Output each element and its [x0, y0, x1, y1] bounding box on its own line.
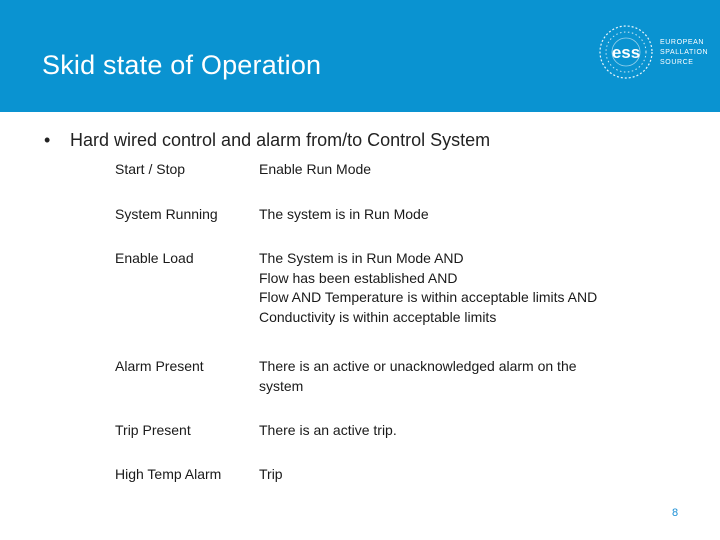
description-line: Trip: [259, 466, 283, 482]
logo-line: SPALLATION: [660, 49, 709, 56]
bullet-item: [44, 130, 490, 151]
logo-wordmark: [660, 38, 708, 68]
signal-label: Enable Load: [115, 250, 194, 266]
signal-description: [259, 160, 669, 180]
logo-line: SOURCE: [660, 59, 694, 66]
signal-description: [259, 421, 669, 441]
bullet-text: Hard wired control and alarm from/to Control System: [70, 130, 491, 150]
description-line: The System is in Run Mode AND: [259, 250, 464, 266]
description-line: system: [259, 377, 304, 394]
description-line: There is an active trip.: [259, 422, 397, 438]
description-line: Flow AND Temperature is within acceptable limits AND: [259, 289, 598, 305]
logo-mark: ess: [611, 43, 641, 62]
description-line: There is an active or unacknowledged alarm on the: [259, 358, 577, 374]
signal-description: [259, 465, 669, 485]
signal-label: High Temp Alarm: [115, 466, 222, 482]
signal-description: [259, 205, 669, 225]
page-number: 8: [671, 507, 679, 519]
description-line: Flow has been established AND: [259, 269, 458, 286]
ess-logo-icon: [596, 24, 660, 84]
description-line: Conductivity is within acceptable limits: [259, 308, 497, 325]
signal-description: [259, 249, 669, 327]
slide-header: [0, 0, 720, 112]
description-line: Enable Run Mode: [259, 161, 372, 177]
signal-label: Alarm Present: [115, 358, 204, 374]
ess-logo: [596, 24, 716, 84]
description-line: The system is in Run Mode: [259, 206, 429, 222]
bullet-icon: •: [44, 130, 51, 150]
signal-label: System Running: [115, 206, 218, 222]
signal-label: Trip Present: [115, 422, 191, 438]
signal-label: Start / Stop: [115, 161, 186, 177]
logo-line: EUROPEAN: [660, 39, 705, 46]
slide-title: Skid state of Operation: [42, 50, 322, 80]
signal-description: [259, 357, 669, 396]
